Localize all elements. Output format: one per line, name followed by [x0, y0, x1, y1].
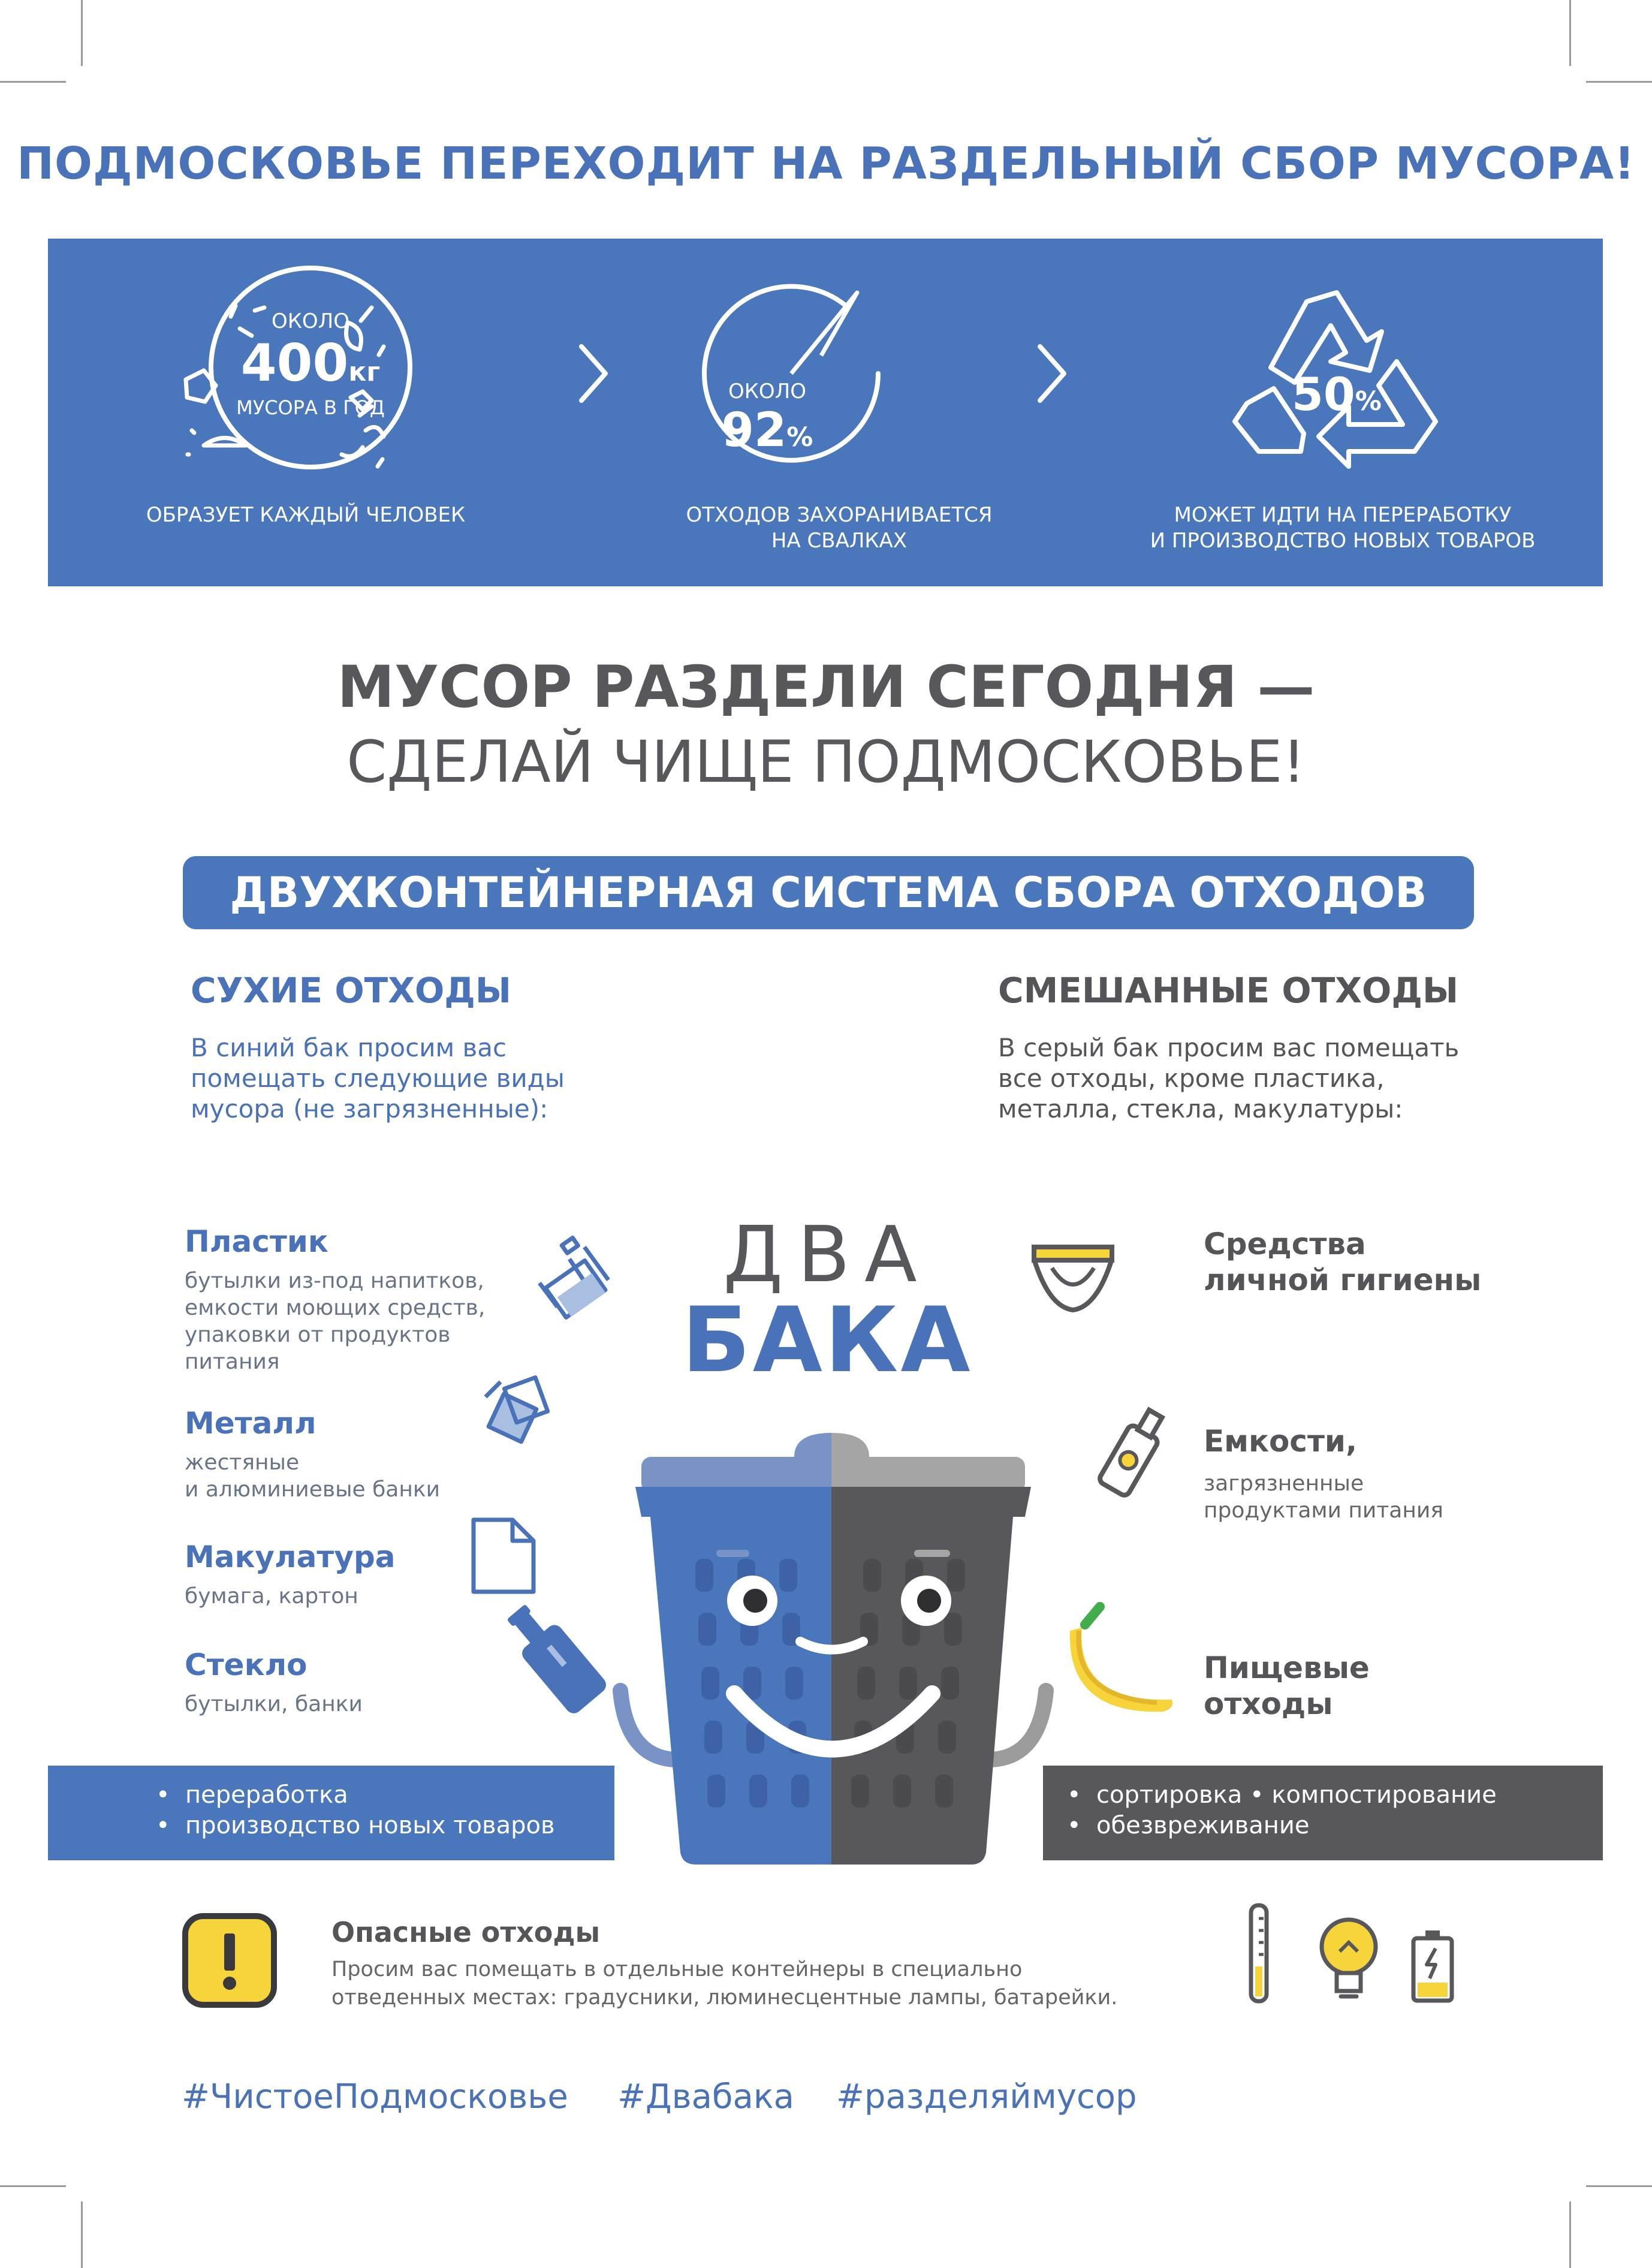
- item-title: Макулатура: [185, 1540, 396, 1574]
- stats-banner: [48, 239, 1603, 586]
- stat-3-caption-line1: МОЖЕТ ИДТИ НА ПЕРЕРАБОТКУ: [1174, 503, 1512, 527]
- trash-bin-mascot: [572, 1421, 1076, 1877]
- item-title: Пластик: [185, 1224, 328, 1259]
- dry-description: [191, 1032, 610, 1125]
- stat-1-value: 400кг: [240, 333, 381, 393]
- item-title: Стекло: [185, 1647, 308, 1682]
- stat-2-value: 92%: [721, 403, 813, 457]
- hazard-title: Опасные отходы: [331, 1916, 601, 1948]
- item-line: загрязненные: [1204, 1471, 1364, 1496]
- logo-two-bins: [659, 1210, 995, 1393]
- mixed-title: СМЕШАННЫЕ ОТХОДЫ: [998, 970, 1459, 1011]
- mixed-description: [998, 1032, 1538, 1125]
- item-description: [185, 1449, 520, 1503]
- logo-line1: ДВА: [723, 1210, 931, 1300]
- item-title: Пищевые: [1204, 1650, 1370, 1685]
- dry-title: СУХИЕ ОТХОДЫ: [191, 970, 511, 1011]
- cans-icon: [474, 1367, 563, 1457]
- hashtag-two-bins[interactable]: #Двабака: [617, 2077, 794, 2116]
- mixed-use-item: • обезвреживание: [1067, 1811, 1310, 1839]
- item-title: Емкости,: [1204, 1424, 1357, 1459]
- paper-icon: [468, 1514, 539, 1598]
- item-line: и алюминиевые банки: [185, 1477, 441, 1502]
- dry-use-item: • производство новых товаров: [156, 1811, 555, 1839]
- crop-mark: [81, 0, 83, 66]
- dry-item-metal: [185, 1406, 520, 1503]
- stat-2-caption-line1: ОТХОДОВ ЗАХОРАНИВАЕТСЯ: [686, 503, 993, 527]
- diaper-icon: [1025, 1235, 1121, 1319]
- crop-mark: [1586, 81, 1652, 83]
- item-title: личной гигиены: [1204, 1263, 1482, 1297]
- mixed-description-line: все отходы, кроме пластика,: [998, 1064, 1385, 1094]
- bottles-icon: [527, 1235, 629, 1337]
- stat-ring-1: [209, 266, 412, 469]
- item-description: [185, 1267, 520, 1375]
- slogan-line1: МУСОР РАЗДЕЛИ СЕГОДНЯ —: [337, 653, 1315, 721]
- stat-2-top: ОКОЛО: [728, 379, 806, 403]
- item-line: емкости моющих средств,: [185, 1296, 486, 1320]
- crop-mark: [0, 2185, 66, 2187]
- mixed-description-line: В серый бак просим вас помещать: [998, 1033, 1460, 1062]
- hashtag-clean-region[interactable]: #ЧистоеПодмосковье: [182, 2077, 568, 2116]
- chevron-right-icon: [575, 341, 611, 406]
- item-title: Металл: [185, 1406, 316, 1441]
- hazard-description: [331, 1956, 1201, 2013]
- mixed-item-containers: [1204, 1423, 1563, 1524]
- dry-item-glass: [185, 1647, 520, 1718]
- stat-2-caption-line2: НА СВАЛКАХ: [771, 528, 908, 553]
- crop-mark: [1569, 2201, 1571, 2268]
- crop-mark: [1586, 2185, 1652, 2187]
- banana-icon: [1061, 1583, 1187, 1721]
- dry-description-line: В синий бак просим вас: [191, 1033, 507, 1062]
- item-line: продуктами питания: [1204, 1498, 1443, 1523]
- item-line: жестяные: [185, 1450, 300, 1475]
- stat-1-top: ОКОЛО: [272, 309, 349, 333]
- hazard-description-line: Просим вас помещать в отдельные контейнеры в специально: [331, 1957, 1023, 1981]
- crop-mark: [0, 81, 66, 83]
- item-line: бутылки из-под напитков,: [185, 1269, 484, 1293]
- crop-mark: [1569, 0, 1571, 66]
- mixed-item-hygiene: [1204, 1226, 1563, 1298]
- hashtag-sort-waste[interactable]: #разделяймусор: [836, 2077, 1137, 2116]
- stat-400kg: [48, 239, 504, 586]
- dry-description-line: мусора (не загрязненные):: [191, 1094, 548, 1124]
- system-title: ДВУХКОНТЕЙНЕРНАЯ СИСТЕМА СБОРА ОТХОДОВ: [183, 856, 1474, 929]
- warning-icon: [182, 1912, 278, 2008]
- dry-use-item: • переработка: [156, 1781, 348, 1809]
- stat-50: [1079, 239, 1603, 586]
- item-title: отходы: [1204, 1686, 1333, 1721]
- chevron-right-icon: [1034, 341, 1070, 406]
- page-headline: ПОДМОСКОВЬЕ ПЕРЕХОДИТ НА РАЗДЕЛЬНЫЙ СБОР МУСОРА!: [17, 138, 1635, 189]
- stat-92: [623, 239, 1079, 586]
- logo-line2: БАКА: [682, 1288, 973, 1393]
- stat-3-caption-line2: И ПРОИЗВОДСТВО НОВЫХ ТОВАРОВ: [1150, 528, 1536, 553]
- dirty-bottle-icon: [1091, 1397, 1181, 1505]
- dry-item-plastic: [185, 1224, 520, 1375]
- item-line: питания: [185, 1350, 280, 1374]
- stat-1-caption: ОБРАЗУЕТ КАЖДЫЙ ЧЕЛОВЕК: [146, 503, 466, 527]
- item-line: бумага, картон: [185, 1584, 358, 1609]
- mixed-uses-box: [1043, 1766, 1603, 1860]
- hazard-description-line: отведенных местах: градусники, люминесцентные лампы, батарейки.: [331, 1986, 1118, 2010]
- stat-1-bottom: МУСОРА В ГОД: [236, 396, 385, 419]
- crop-mark: [81, 2201, 83, 2268]
- stat-2-text: [695, 379, 839, 457]
- slogan-line2: СДЕЛАЙ ЧИЩЕ ПОДМОСКОВЬЕ!: [346, 728, 1306, 796]
- mixed-use-item: • сортировка • компостирование: [1067, 1781, 1497, 1809]
- item-line: бутылки, банки: [185, 1692, 363, 1716]
- thermometer-icon: [1244, 1900, 1274, 2008]
- mixed-item-food: [1204, 1650, 1563, 1722]
- dry-description-line: помещать следующие виды: [191, 1064, 565, 1094]
- stat-3-value: 50%: [1292, 368, 1382, 421]
- item-line: упаковки от продуктов: [185, 1323, 451, 1347]
- item-description: [1204, 1470, 1563, 1524]
- stat-2-caption: [671, 502, 1007, 553]
- dry-uses-box: [48, 1766, 614, 1860]
- stat-3-caption: [1127, 502, 1558, 553]
- battery-icon: [1409, 1927, 1457, 2005]
- mixed-description-line: металла, стекла, макулатуры:: [998, 1094, 1403, 1124]
- item-title: Средства: [1204, 1227, 1366, 1261]
- lamp-icon: [1316, 1915, 1382, 2005]
